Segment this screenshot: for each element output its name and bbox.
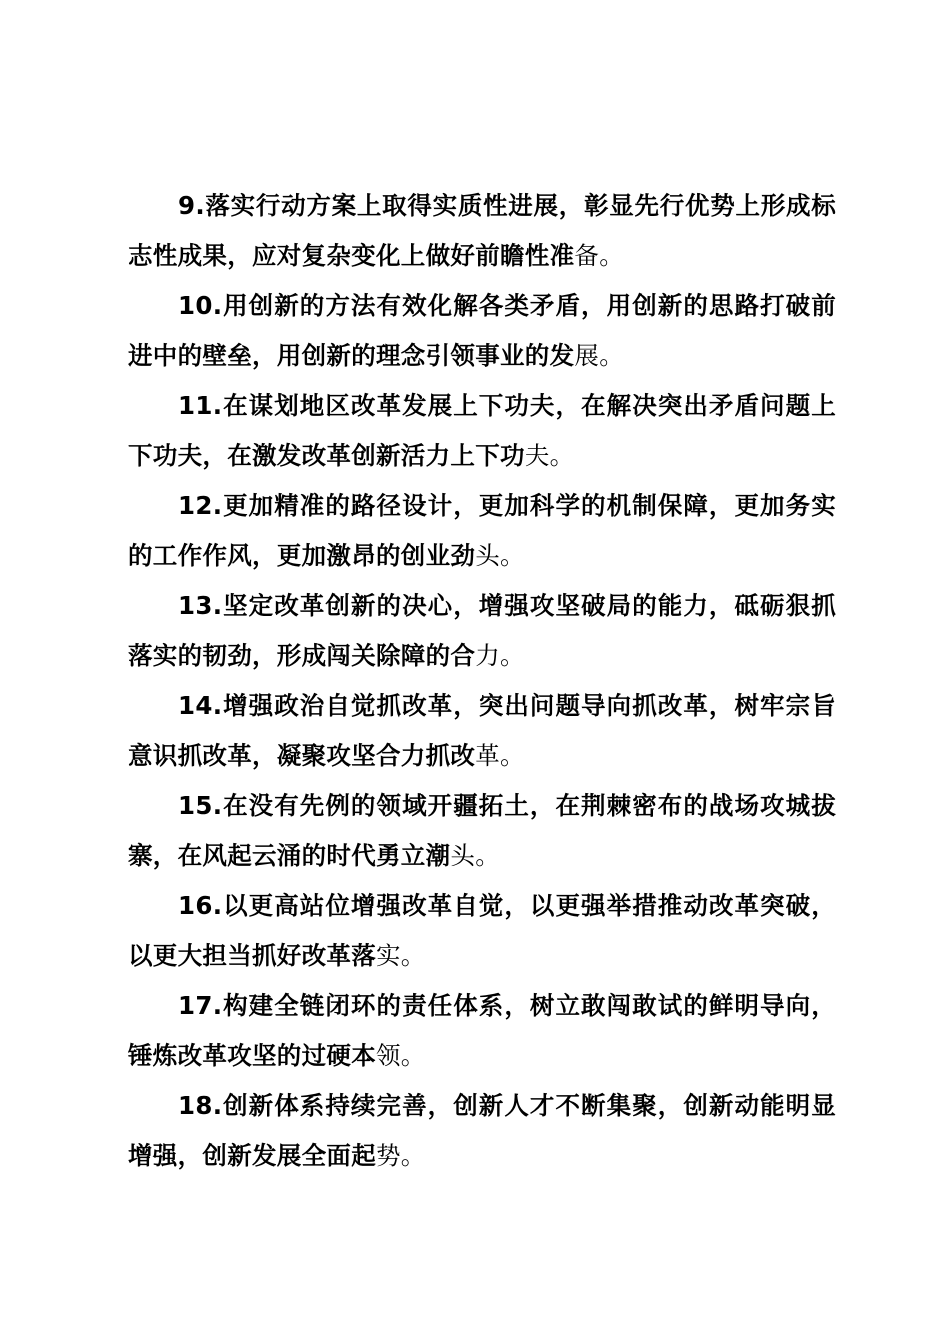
paragraph-ending: 展。 [574,341,625,370]
paragraph-17 [128,981,836,1081]
paragraph-9 [128,181,836,281]
paragraph-10 [128,281,836,381]
paragraph-ending: 力。 [475,641,525,670]
paragraph-ending: 备。 [574,241,625,270]
paragraph-12 [128,481,836,581]
paragraph-text: 17.构建全链闭环的责任体系，树立敢闯敢试的鲜明导向，锤炼改革攻坚的过硬本 [128,991,836,1070]
paragraph-text: 11.在谋划地区改革发展上下功夫，在解决突出矛盾问题上下功夫，在激发改革创新活力上下功 [128,391,836,470]
paragraph-text: 16.以更高站位增强改革自觉，以更强举措推动改革突破，以更大担当抓好改革落 [128,891,836,970]
paragraph-text: 13.坚定改革创新的决心，增强攻坚破局的能力，砥砺狠抓落实的韧劲，形成闯关除障的合 [128,591,836,670]
paragraph-text: 14.增强政治自觉抓改革，突出问题导向抓改革，树牢宗旨意识抓改革，凝聚攻坚合力抓改 [128,691,836,770]
document-body [128,181,836,1181]
paragraph-ending: 夫。 [524,441,575,470]
paragraph-18 [128,1081,836,1181]
paragraph-14 [128,681,836,781]
paragraph-ending: 头。 [475,541,525,570]
paragraph-13 [128,581,836,681]
paragraph-ending: 势。 [376,1141,426,1170]
paragraph-ending: 实。 [376,941,426,970]
paragraph-11 [128,381,836,481]
paragraph-text: 15.在没有先例的领域开疆拓土，在荆棘密布的战场攻城拔寨，在风起云涌的时代勇立潮 [128,791,836,870]
paragraph-text: 12.更加精准的路径设计，更加科学的机制保障，更加务实的工作作风，更加激昂的创业劲 [128,491,836,570]
paragraph-text: 9.落实行动方案上取得实质性进展，彰显先行优势上形成标志性成果，应对复杂变化上做好前瞻性准 [128,191,836,270]
paragraph-ending: 头。 [450,841,501,870]
paragraph-text: 18.创新体系持续完善，创新人才不断集聚，创新动能明显增强，创新发展全面起 [128,1091,836,1170]
paragraph-ending: 领。 [376,1041,426,1070]
paragraph-16 [128,881,836,981]
paragraph-ending: 革。 [475,741,525,770]
paragraph-15 [128,781,836,881]
paragraph-text: 10.用创新的方法有效化解各类矛盾，用创新的思路打破前进中的壁垒，用创新的理念引领事业的发 [128,291,836,370]
